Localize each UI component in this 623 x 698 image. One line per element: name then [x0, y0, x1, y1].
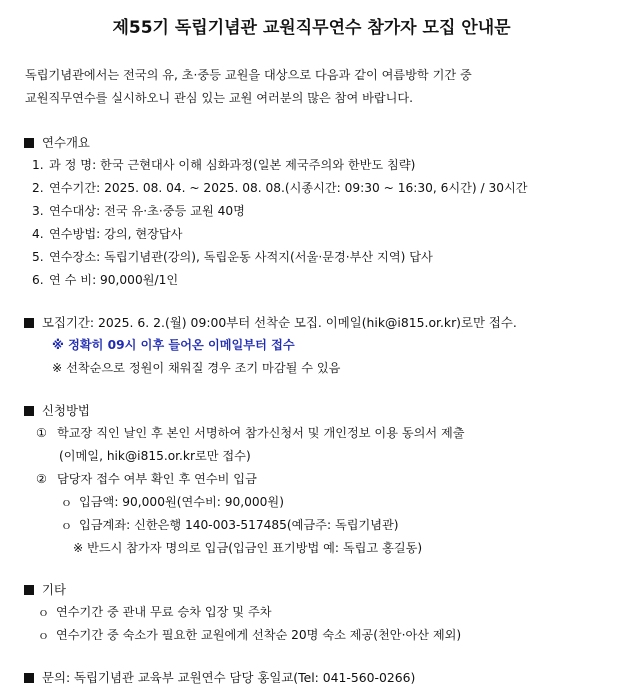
item-text: 연수대상: 전국 유·초·중등 교원 40명: [49, 204, 245, 218]
circle-bullet-icon: ｏ: [61, 496, 72, 509]
apply-step-sub: (이메일, hik@i815.or.kr로만 접수): [59, 449, 251, 463]
contact-line: [24, 668, 415, 686]
circle-bullet-icon: ｏ: [38, 606, 49, 619]
apply-sub-note: ※ 반드시 참가자 명의로 입금(입금인 표기방법 예: 독립고 홍길동): [73, 541, 423, 555]
circle-bullet-icon: ｏ: [38, 629, 49, 642]
recruit-emphasis-note: ※ 정확히 09시 이후 들어온 이메일부터 접수: [52, 338, 295, 352]
section-recruit-heading: [24, 313, 517, 331]
step-marker: ②: [36, 472, 47, 486]
item-text: 연수방법: 강의, 현장답사: [49, 227, 183, 241]
etc-item-text: 연수기간 중 관내 무료 승차 입장 및 주차: [56, 605, 272, 619]
square-bullet-icon: [24, 318, 34, 328]
step-text: 담당자 접수 여부 확인 후 연수비 입금: [57, 472, 257, 486]
apply-sub-item: [61, 493, 284, 510]
section-title: 연수개요: [42, 135, 90, 150]
overview-item: [32, 156, 415, 173]
intro-line: 독립기념관에서는 전국의 유, 초·중등 교원을 대상으로 다음과 같이 여름방학 기간 중: [25, 68, 472, 82]
square-bullet-icon: [24, 138, 34, 148]
section-overview-heading: [24, 133, 90, 151]
section-title: 기타: [42, 582, 66, 597]
item-text: 연수기간: 2025. 08. 04. ~ 2025. 08. 08.(시종시간: 09:30 ~ 16:30, 6시간) / 30시간: [49, 181, 528, 195]
step-marker: ①: [36, 426, 47, 440]
square-bullet-icon: [24, 673, 34, 683]
item-number: 3.: [32, 204, 44, 218]
etc-item: [38, 603, 272, 620]
apply-step: [36, 424, 465, 441]
overview-item: [32, 202, 245, 219]
section-title: 모집기간: 2025. 6. 2.(월) 09:00부터 선착순 모집. 이메일(hik@i815.or.kr)로만 접수.: [42, 315, 517, 330]
item-text: 연수장소: 독립기념관(강의), 독립운동 사적지(서울·문경·부산 지역) 답사: [49, 250, 433, 264]
item-number: 5.: [32, 250, 44, 264]
section-title: 신청방법: [42, 403, 90, 418]
etc-item: [38, 626, 461, 643]
item-number: 1.: [32, 158, 44, 172]
square-bullet-icon: [24, 585, 34, 595]
overview-item: [32, 179, 528, 196]
intro-paragraph: [25, 64, 610, 110]
item-number: 2.: [32, 181, 44, 195]
item-text: 과 정 명: 한국 근현대사 이해 심화과정(일본 제국주의와 한반도 침략): [49, 158, 416, 172]
sub-item-text: 입금액: 90,000원(연수비: 90,000원): [79, 495, 284, 509]
overview-item: [32, 248, 433, 265]
sub-item-text: 입금계좌: 신한은행 140-003-517485(예금주: 독립기념관): [79, 518, 399, 532]
overview-item: [32, 225, 182, 242]
etc-item-text: 연수기간 중 숙소가 필요한 교원에게 선착순 20명 숙소 제공(천안·아산 제외): [56, 628, 462, 642]
recruit-note: ※ 선착순으로 정원이 채워질 경우 조기 마감될 수 있음: [52, 361, 341, 375]
square-bullet-icon: [24, 406, 34, 416]
circle-bullet-icon: ｏ: [61, 519, 72, 532]
document-title: 제55기 독립기념관 교원직무연수 참가자 모집 안내문: [112, 18, 511, 38]
overview-item: [32, 271, 178, 288]
intro-line: 교원직무연수를 실시하오니 관심 있는 교원 여러분의 많은 참여 바랍니다.: [25, 91, 414, 105]
apply-sub-item: [61, 516, 399, 533]
contact-text: 문의: 독립기념관 교육부 교원연수 담당 홍일교(Tel: 041-560-0266): [42, 670, 416, 685]
section-etc-heading: [24, 580, 66, 598]
item-number: 6.: [32, 273, 44, 287]
section-apply-heading: [24, 401, 90, 419]
item-text: 연 수 비: 90,000원/1인: [49, 273, 179, 287]
step-text: 학교장 직인 날인 후 본인 서명하여 참가신청서 및 개인정보 이용 동의서 제출: [57, 426, 465, 440]
item-number: 4.: [32, 227, 44, 241]
apply-step: [36, 470, 257, 487]
